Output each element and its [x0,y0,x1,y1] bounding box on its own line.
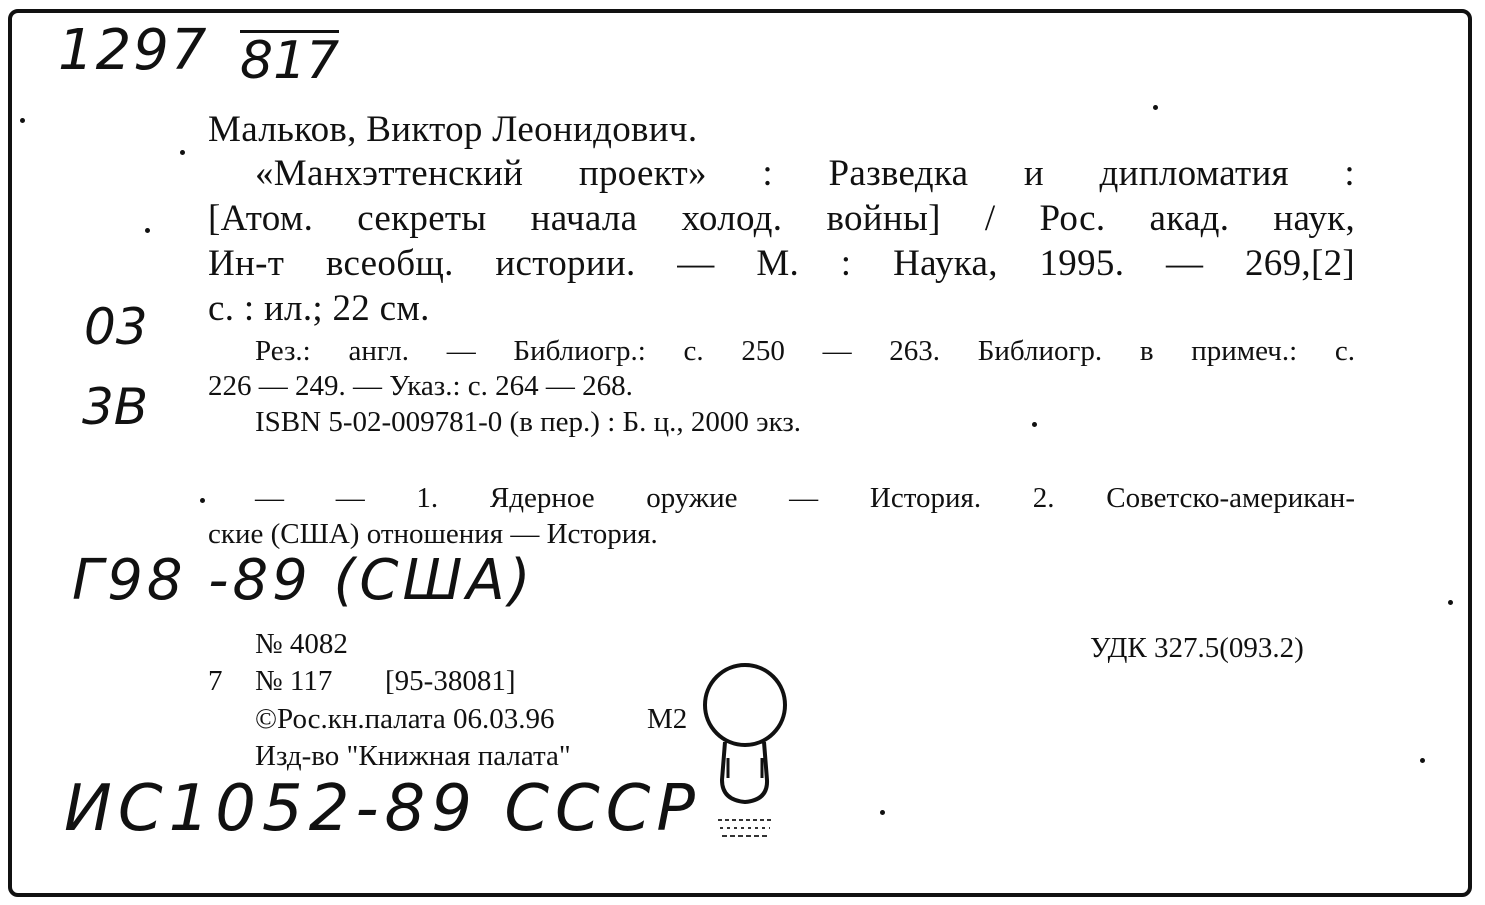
scan-speck [1153,105,1158,110]
punch-hole-icon [690,650,800,860]
udk: УДК 327.5(093.2) [1090,632,1304,664]
scan-speck [880,810,885,815]
title-line-3: Ин-т всеобщ. истории. — М. : Наука, 1995. — 269,[2] [208,243,1355,284]
notes-line-1: Рез.: англ. — Библиогр.: с. 250 — 263. Библиогр. в примеч.: с. [255,335,1355,367]
isbn: ISBN 5-02-009781-0 (в пер.) : Б. ц., 2000 экз. [255,406,802,438]
title-line-2: [Атом. секреты начала холод. войны] / Рос. акад. наук, [208,198,1355,239]
scan-speck [200,498,205,503]
subjects-line-1: — — 1. Ядерное оружие — История. 2. Советско-американ- [255,482,1355,514]
handwritten-mark-03: 03 [84,298,148,356]
book-chamber-code: М2 [647,703,688,735]
issue-number: № 117 [255,665,333,697]
scan-speck [145,228,150,233]
scan-speck [20,118,25,123]
card-number: № 4082 [255,628,348,660]
scan-speck [1032,422,1037,427]
lead-digit: 7 [208,665,223,697]
notes-line-2: 226 — 249. — Указ.: с. 264 — 268. [208,370,633,402]
handwritten-fraction: 817 [240,31,340,91]
handwritten-mark-3b: 3B [82,378,149,436]
book-chamber-line: ©Рос.кн.палата 06.03.96 [255,703,555,735]
subjects-line-2: ские (США) отношения — История. [208,518,658,550]
scan-speck [1420,758,1425,763]
author: Мальков, Виктор Леонидович. [208,109,698,150]
publisher: Изд-во "Книжная палата" [255,740,571,772]
handwritten-number: 1297 [58,18,209,83]
title-line-4: с. : ил.; 22 см. [208,288,430,329]
handwritten-classification-1: Г98 -89 (США) [72,548,535,613]
bracket-code: [95-38081] [385,665,516,697]
scan-speck [1448,600,1453,605]
scan-speck [180,150,185,155]
handwritten-classification-2: ИС1052-89 СССР [64,772,701,846]
title-line-1: «Манхэттенский проект» : Разведка и дипломатия : [255,153,1355,194]
